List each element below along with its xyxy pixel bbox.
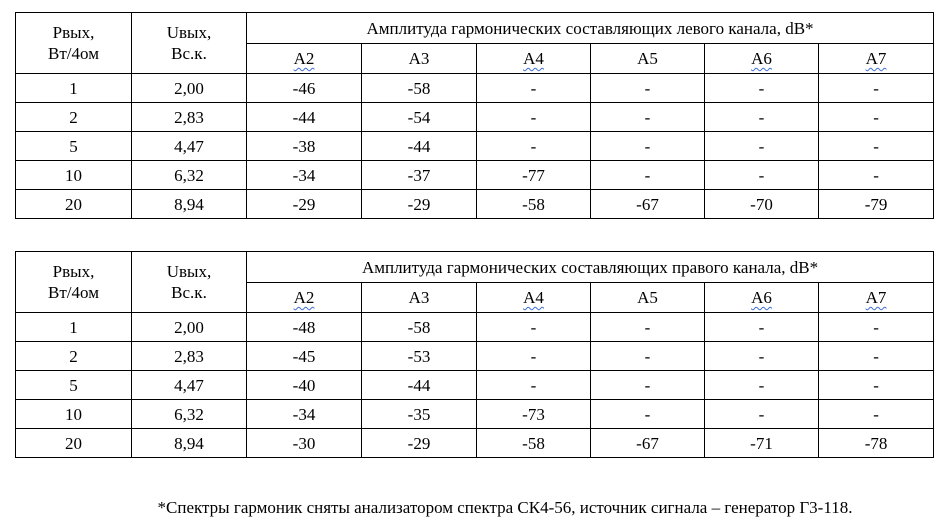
table-cell: -67 bbox=[591, 190, 705, 219]
harmonic-header-a7 bbox=[819, 283, 934, 313]
harmonic-label: A4 bbox=[523, 288, 544, 307]
harmonic-label: A2 bbox=[293, 49, 315, 68]
table-cell: -30 bbox=[247, 429, 362, 458]
table-cell: -44 bbox=[362, 132, 477, 161]
table-cell: -70 bbox=[705, 190, 819, 219]
table-cell: -58 bbox=[477, 429, 591, 458]
harmonic-label: A5 bbox=[637, 288, 658, 307]
table-cell: 5 bbox=[16, 371, 132, 400]
table-cell: - bbox=[591, 400, 705, 429]
voltage-header-line1: Uвых, bbox=[166, 23, 212, 42]
harmonic-header-a5 bbox=[591, 44, 705, 74]
table-row bbox=[16, 161, 934, 190]
table-row bbox=[16, 342, 934, 371]
voltage-header-cell bbox=[132, 13, 247, 74]
table-cell: 10 bbox=[16, 400, 132, 429]
table-cell: 2 bbox=[16, 342, 132, 371]
harmonic-header-a2 bbox=[247, 283, 362, 313]
table-cell: - bbox=[477, 74, 591, 103]
table-row bbox=[16, 429, 934, 458]
table-row bbox=[16, 313, 934, 342]
table-cell: - bbox=[477, 132, 591, 161]
harmonic-header-a6 bbox=[705, 44, 819, 74]
harmonic-header-a4 bbox=[477, 44, 591, 74]
table-cell: - bbox=[819, 371, 934, 400]
power-header-line1: Pвых, bbox=[52, 262, 95, 281]
table-cell: - bbox=[705, 161, 819, 190]
power-header-cell bbox=[16, 252, 132, 313]
table-cell: - bbox=[819, 161, 934, 190]
table-cell: 1 bbox=[16, 74, 132, 103]
table-cell: - bbox=[591, 161, 705, 190]
power-header-line2: Вт/4ом bbox=[48, 44, 99, 63]
table-cell: -44 bbox=[247, 103, 362, 132]
table-cell: - bbox=[591, 103, 705, 132]
harmonic-label: A7 bbox=[865, 49, 887, 68]
table-cell: - bbox=[819, 74, 934, 103]
harmonic-label: A2 bbox=[293, 288, 315, 307]
harmonic-header-a6 bbox=[705, 283, 819, 313]
table-cell: 8,94 bbox=[132, 190, 247, 219]
table-cell: -58 bbox=[477, 190, 591, 219]
table-cell: -40 bbox=[247, 371, 362, 400]
table-cell: -29 bbox=[247, 190, 362, 219]
harmonic-label: A5 bbox=[637, 49, 658, 68]
table-cell: 5 bbox=[16, 132, 132, 161]
harmonic-header-a3 bbox=[362, 44, 477, 74]
right-channel-harmonics-table bbox=[15, 251, 934, 458]
table-row bbox=[16, 74, 934, 103]
power-header-line2: Вт/4ом bbox=[48, 283, 99, 302]
table-cell: 6,32 bbox=[132, 161, 247, 190]
table-cell: -29 bbox=[362, 429, 477, 458]
harmonic-header-a7 bbox=[819, 44, 934, 74]
harmonic-label: A7 bbox=[865, 288, 887, 307]
table-cell: -67 bbox=[591, 429, 705, 458]
table-cell: - bbox=[591, 342, 705, 371]
table-cell: - bbox=[705, 103, 819, 132]
table-cell: - bbox=[819, 400, 934, 429]
table-cell: -45 bbox=[247, 342, 362, 371]
power-header-cell bbox=[16, 13, 132, 74]
power-header-line1: Pвых, bbox=[52, 23, 95, 42]
table-cell: -34 bbox=[247, 400, 362, 429]
left-channel-harmonics-table bbox=[15, 12, 934, 219]
table-cell: - bbox=[591, 371, 705, 400]
harmonic-header-a3 bbox=[362, 283, 477, 313]
table-cell: -77 bbox=[477, 161, 591, 190]
table-cell: - bbox=[477, 342, 591, 371]
table-cell: -58 bbox=[362, 74, 477, 103]
table-cell: 2,00 bbox=[132, 74, 247, 103]
table-cell: -29 bbox=[362, 190, 477, 219]
table-cell: 20 bbox=[16, 429, 132, 458]
table-cell: -78 bbox=[819, 429, 934, 458]
table-cell: 8,94 bbox=[132, 429, 247, 458]
table-cell: -48 bbox=[247, 313, 362, 342]
table-row bbox=[16, 103, 934, 132]
table-cell: -35 bbox=[362, 400, 477, 429]
table-cell: - bbox=[477, 103, 591, 132]
harmonic-label: A3 bbox=[408, 49, 430, 68]
table-cell: -34 bbox=[247, 161, 362, 190]
table-cell: - bbox=[705, 74, 819, 103]
table-cell: -38 bbox=[247, 132, 362, 161]
table-cell: -53 bbox=[362, 342, 477, 371]
harmonic-header-a5 bbox=[591, 283, 705, 313]
table-cell: -44 bbox=[362, 371, 477, 400]
table-cell: 4,47 bbox=[132, 371, 247, 400]
table-cell: - bbox=[591, 74, 705, 103]
table-cell: - bbox=[819, 313, 934, 342]
table-cell: -73 bbox=[477, 400, 591, 429]
table-cell: -46 bbox=[247, 74, 362, 103]
harmonic-label: A6 bbox=[751, 49, 772, 68]
table-cell: -54 bbox=[362, 103, 477, 132]
table-cell: - bbox=[819, 103, 934, 132]
table-cell: -79 bbox=[819, 190, 934, 219]
table-cell: - bbox=[705, 132, 819, 161]
footnote: *Спектры гармоник сняты анализатором спектра СК4-56, источник сигнала – генератор Г3-118. bbox=[157, 498, 853, 517]
table-cell: - bbox=[591, 132, 705, 161]
table-cell: -37 bbox=[362, 161, 477, 190]
table-cell: 20 bbox=[16, 190, 132, 219]
voltage-header-line1: Uвых, bbox=[166, 262, 212, 281]
harmonic-header-a2 bbox=[247, 44, 362, 74]
table-row bbox=[16, 400, 934, 429]
table-cell: 2 bbox=[16, 103, 132, 132]
table-row bbox=[16, 371, 934, 400]
table-cell: 6,32 bbox=[132, 400, 247, 429]
table-cell: - bbox=[705, 371, 819, 400]
group-header: Амплитуда гармонических составляющих правого канала, dB* bbox=[247, 252, 934, 283]
voltage-header-cell bbox=[132, 252, 247, 313]
table-cell: 2,83 bbox=[132, 103, 247, 132]
table-cell: -58 bbox=[362, 313, 477, 342]
voltage-header-line2: Вс.к. bbox=[171, 283, 207, 302]
harmonic-label: A4 bbox=[523, 49, 544, 68]
table-cell: - bbox=[819, 342, 934, 371]
harmonic-header-a4 bbox=[477, 283, 591, 313]
table-cell: 4,47 bbox=[132, 132, 247, 161]
table-cell: - bbox=[705, 342, 819, 371]
table-cell: 2,83 bbox=[132, 342, 247, 371]
table-row bbox=[16, 132, 934, 161]
table-cell: - bbox=[591, 313, 705, 342]
table-cell: - bbox=[819, 132, 934, 161]
table-row bbox=[16, 190, 934, 219]
harmonic-label: A6 bbox=[751, 288, 772, 307]
table-cell: -71 bbox=[705, 429, 819, 458]
table-cell: - bbox=[705, 400, 819, 429]
table-cell: 1 bbox=[16, 313, 132, 342]
table-cell: - bbox=[477, 371, 591, 400]
harmonic-label: A3 bbox=[408, 288, 430, 307]
group-header: Амплитуда гармонических составляющих левого канала, dB* bbox=[247, 13, 934, 44]
table-cell: - bbox=[705, 313, 819, 342]
voltage-header-line2: Вс.к. bbox=[171, 44, 207, 63]
table-cell: 10 bbox=[16, 161, 132, 190]
table-cell: 2,00 bbox=[132, 313, 247, 342]
table-cell: - bbox=[477, 313, 591, 342]
